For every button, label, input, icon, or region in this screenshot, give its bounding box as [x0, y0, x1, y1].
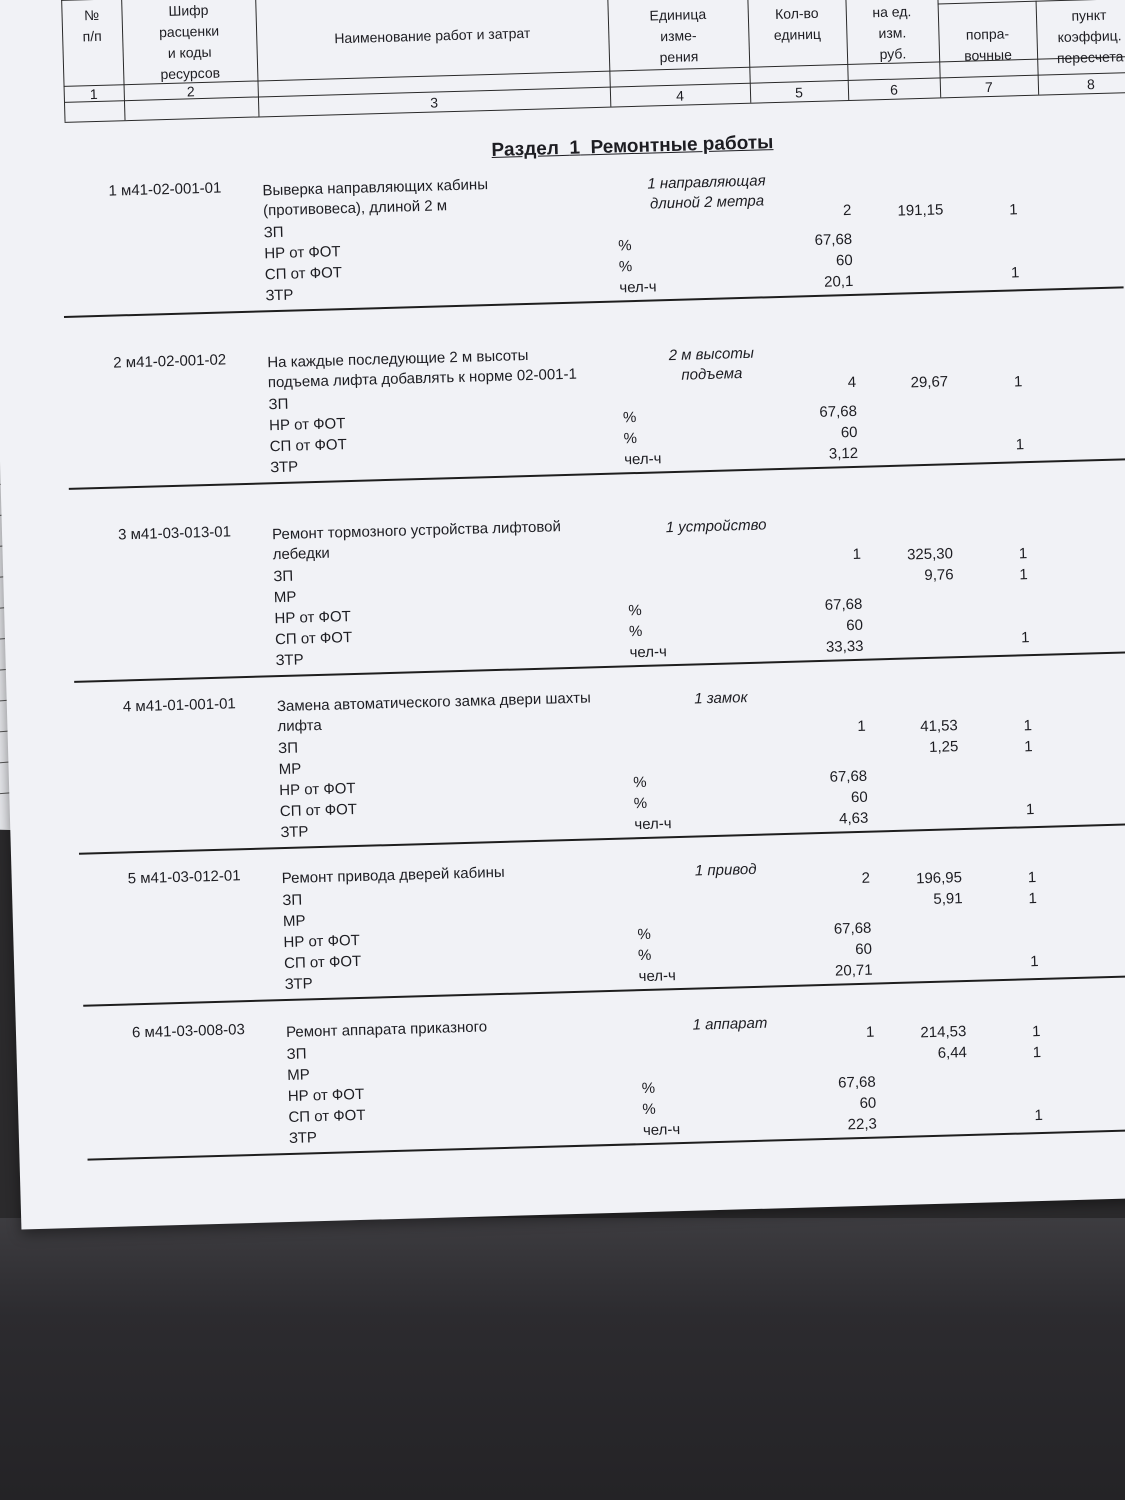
- cost-row-unit: %: [632, 773, 647, 792]
- col-num-5: 5: [794, 84, 804, 101]
- dark-background: [0, 1218, 1125, 1500]
- cost-row-coef: 1: [1032, 1043, 1042, 1062]
- cost-row-label: СП от ФОТ: [279, 800, 358, 821]
- cost-row-qty: 60: [845, 616, 864, 635]
- cost-row-price: 191,15: [897, 201, 944, 220]
- cost-row-qty: 67,68: [819, 402, 858, 421]
- cost-row-qty: 22,3: [847, 1115, 878, 1134]
- cost-row-unit: %: [628, 622, 643, 641]
- cost-row-coef: 1: [1029, 953, 1039, 971]
- cost-row-qty: 20,71: [834, 961, 873, 980]
- cost-row-qty: 3,12: [828, 444, 859, 463]
- cost-row-qty: 60: [850, 788, 868, 807]
- cost-row-label: МР: [273, 588, 297, 607]
- col-recalc-header: пункт коэффиц. пересчета: [1056, 6, 1124, 67]
- cost-row-price: 41,53: [919, 717, 958, 736]
- cost-row-unit: чел-ч: [638, 967, 677, 986]
- cost-row-unit: %: [637, 946, 652, 965]
- cost-row-unit: чел-ч: [634, 815, 672, 834]
- cost-row-coef: 1: [1023, 717, 1033, 735]
- cost-row-label: ЗП: [263, 223, 284, 242]
- col-num-4: 4: [675, 87, 685, 104]
- cost-row-label: НР от ФОТ: [287, 1085, 365, 1106]
- cost-row-label: ЗП: [282, 891, 303, 910]
- cost-row-qty: 20,1: [823, 272, 854, 291]
- cost-row-label: ЗП: [273, 567, 294, 586]
- item-name: подъема лифта добавлять к норме 02-001-1: [267, 365, 578, 392]
- cost-row-label: МР: [282, 912, 306, 931]
- item-unit: 1 привод: [694, 860, 757, 880]
- col-no-header: № п/п: [82, 6, 102, 45]
- col-qty-header: Кол-во единиц: [773, 4, 822, 44]
- cost-row-label: ЗП: [286, 1045, 307, 1064]
- item-code: 5 м41-03-012-01: [127, 867, 241, 888]
- item-qty: 2: [842, 201, 852, 220]
- cost-row-qty: 67,68: [829, 767, 868, 786]
- item-name: Выверка направляющих кабины: [262, 176, 489, 200]
- cost-row-coef: 1: [1023, 738, 1033, 756]
- item-unit: 1 направляющая: [647, 172, 766, 193]
- item-code: 4 м41-01-001-01: [122, 695, 236, 716]
- cost-row-qty: 60: [855, 940, 873, 959]
- cost-row-label: СП от ФОТ: [269, 436, 347, 456]
- col-num-7: 7: [984, 78, 994, 96]
- item-unit: подъема: [681, 365, 743, 384]
- cost-row-label: СП от ФОТ: [283, 952, 362, 973]
- cost-row-qty: 67,68: [814, 230, 853, 249]
- cost-row-price: 5,91: [933, 890, 963, 908]
- cost-row-label: ЗТР: [288, 1129, 318, 1147]
- cost-row-coef: 1: [1025, 801, 1035, 819]
- cost-row-price: 325,30: [906, 545, 954, 564]
- item-unit: длиной 2 метра: [649, 192, 765, 213]
- cost-row-unit: %: [628, 601, 642, 620]
- cost-row-label: СП от ФОТ: [264, 264, 343, 284]
- item-code: 3 м41-03-013-01: [117, 523, 232, 544]
- item-name: На каждые последующие 2 м высоты: [267, 347, 529, 372]
- item-name: (противовеса), длиной 2 м: [262, 197, 448, 220]
- cost-row-qty: 60: [859, 1094, 877, 1113]
- cost-row-label: НР от ФОТ: [283, 931, 361, 952]
- col-price-header: на ед. изм. руб.: [872, 3, 912, 63]
- cost-row-label: ЗП: [268, 395, 289, 414]
- cost-row-label: СП от ФОТ: [288, 1106, 366, 1127]
- col-num-3: 3: [430, 94, 439, 111]
- cost-row-label: ЗТР: [280, 823, 309, 842]
- cost-row-label: НР от ФОТ: [264, 243, 341, 263]
- col-num-8: 8: [1086, 76, 1096, 93]
- cost-row-unit: %: [617, 237, 632, 255]
- item-name: Ремонт привода дверей кабины: [281, 863, 505, 888]
- cost-row-qty: 33,33: [825, 637, 864, 656]
- cost-row-unit: %: [641, 1079, 656, 1098]
- item-name: Ремонт аппарата приказного: [285, 1018, 488, 1042]
- cost-row-price: 214,53: [920, 1023, 967, 1042]
- col-num-1: 1: [89, 85, 98, 103]
- item-qty: 1: [852, 545, 862, 564]
- item-code: 2 м41-02-001-02: [113, 351, 227, 372]
- cost-row-qty: 4,63: [838, 809, 869, 828]
- cost-row-qty: 67,68: [824, 595, 863, 614]
- cost-row-coef: 1: [1034, 1106, 1044, 1125]
- item-unit: 1 аппарат: [692, 1014, 768, 1034]
- col-num-6: 6: [889, 81, 899, 98]
- item-separator: [69, 458, 1125, 490]
- item-separator: [88, 1129, 1125, 1161]
- cost-row-coef: 1: [1018, 545, 1028, 563]
- col-name-header: Наименование работ и затрат: [334, 24, 531, 47]
- section-title: Раздел 1 Ремонтные работы: [491, 132, 774, 161]
- item-unit: 1 замок: [693, 689, 748, 708]
- item-separator: [83, 975, 1125, 1007]
- cost-row-label: ЗТР: [270, 458, 299, 477]
- cost-row-label: НР от ФОТ: [268, 415, 346, 435]
- cost-row-label: ЗТР: [265, 286, 294, 305]
- cost-row-qty: 67,68: [833, 919, 872, 938]
- item-separator: [74, 651, 1125, 683]
- item-qty: 2: [861, 869, 871, 887]
- item-qty: 1: [857, 717, 866, 735]
- item-name: Замена автоматического замка двери шахты: [276, 689, 591, 716]
- cost-row-label: НР от ФОТ: [274, 608, 352, 628]
- cost-row-unit: %: [618, 258, 633, 276]
- item-code: 6 м41-03-008-03: [131, 1021, 246, 1042]
- cost-row-label: НР от ФОТ: [279, 780, 356, 800]
- col-unit-header: Единица изме- рения: [649, 5, 707, 66]
- item-name: лифта: [277, 716, 322, 736]
- cost-row-label: МР: [278, 760, 302, 779]
- cost-row-coef: 1: [1020, 629, 1030, 647]
- item-unit: 2 м высоты: [668, 344, 755, 365]
- cost-row-price: 29,67: [910, 373, 949, 392]
- item-qty: 4: [847, 373, 857, 392]
- cost-row-unit: чел-ч: [642, 1121, 681, 1140]
- item-separator: [64, 286, 1124, 318]
- cost-row-unit: %: [622, 409, 637, 427]
- cost-row-unit: чел-ч: [629, 643, 668, 662]
- cost-row-price: 6,44: [937, 1044, 968, 1062]
- cost-row-unit: %: [633, 794, 648, 813]
- cost-row-label: МР: [287, 1066, 310, 1085]
- cost-row-price: 1,25: [928, 738, 959, 756]
- item-qty: 1: [865, 1023, 875, 1041]
- cost-row-label: ЗТР: [275, 651, 304, 670]
- cost-row-qty: 60: [835, 251, 853, 270]
- item-separator: [79, 823, 1125, 855]
- col-num-2: 2: [186, 83, 195, 100]
- cost-row-coef: 1: [1027, 869, 1037, 887]
- cost-row-unit: чел-ч: [623, 450, 662, 469]
- cost-row-coef: 1: [1010, 264, 1020, 282]
- cost-row-label: ЗП: [277, 739, 299, 758]
- item-name: Ремонт тормозного устройства лифтовой: [271, 518, 562, 544]
- cost-row-label: ЗТР: [284, 975, 313, 994]
- cost-row-unit: %: [623, 430, 638, 448]
- cost-row-label: СП от ФОТ: [274, 629, 353, 649]
- cost-row-coef: 1: [1008, 201, 1018, 219]
- cost-row-coef: 1: [1015, 436, 1025, 454]
- cost-row-price: 196,95: [915, 869, 963, 888]
- item-name: лебедки: [272, 544, 330, 564]
- cost-row-unit: %: [642, 1100, 656, 1119]
- cost-row-qty: 67,68: [837, 1073, 876, 1092]
- cost-row-price: 9,76: [924, 566, 954, 585]
- col-code-header: Шифр расценки и коды ресурсов: [158, 1, 221, 83]
- cost-row-coef: 1: [1028, 890, 1038, 908]
- cost-row-coef: 1: [1013, 373, 1023, 391]
- cost-row-qty: 60: [840, 423, 858, 442]
- cost-row-coef: 1: [1019, 566, 1028, 584]
- item-unit: 1 устройство: [665, 516, 767, 537]
- cost-row-coef: 1: [1031, 1022, 1041, 1041]
- col-corr-header: попра- вочные: [964, 25, 1013, 64]
- item-code: 1 м41-02-001-01: [108, 179, 222, 200]
- cost-row-unit: %: [637, 925, 652, 944]
- cost-row-unit: чел-ч: [619, 278, 657, 297]
